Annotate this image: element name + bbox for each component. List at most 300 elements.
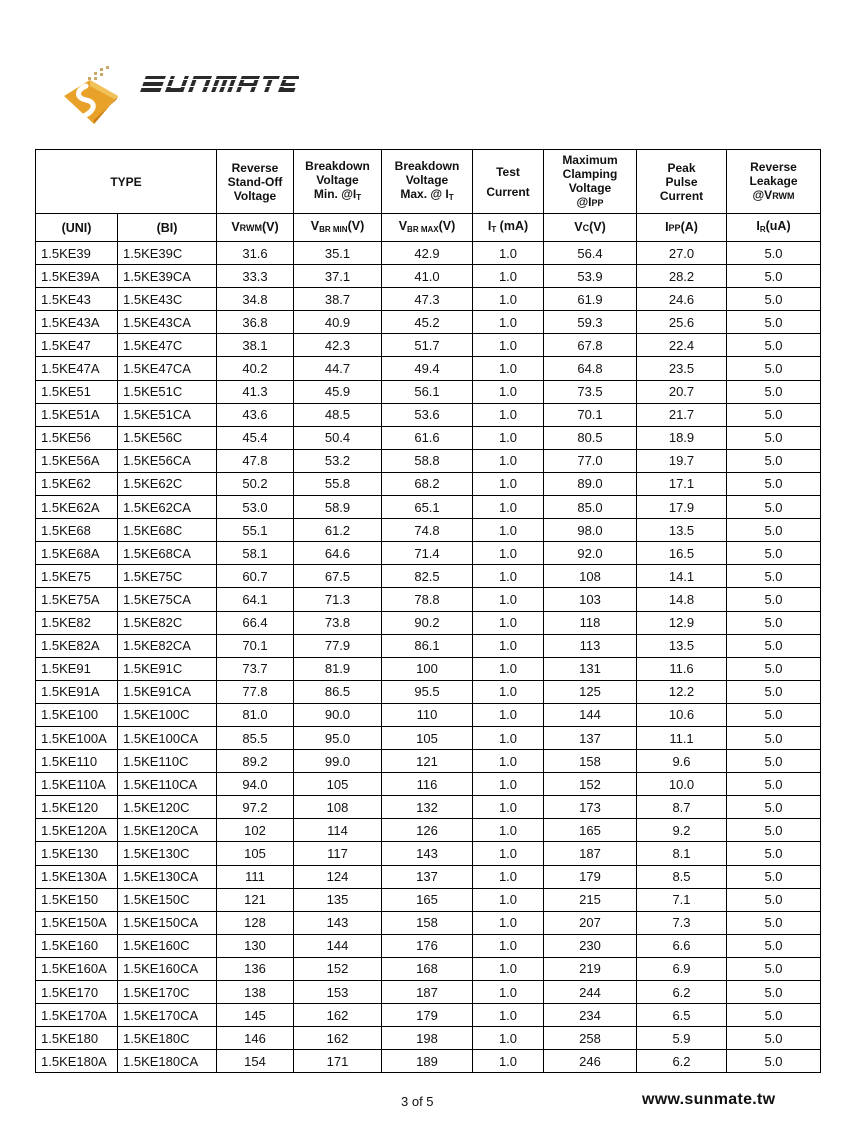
cell-ipp: 7.1 — [637, 888, 727, 911]
cell-vbr-max: 95.5 — [382, 680, 473, 703]
header-test-current — [473, 150, 544, 214]
table-row — [36, 403, 821, 426]
cell-it: 1.0 — [473, 796, 544, 819]
cell-vbr-max: 143 — [382, 842, 473, 865]
cell-ir: 5.0 — [727, 1050, 821, 1073]
cell-vbr-min: 48.5 — [294, 403, 382, 426]
unit-vbrmax — [382, 214, 473, 242]
cell-vbr-min: 99.0 — [294, 750, 382, 773]
cell-ipp: 10.0 — [637, 773, 727, 796]
cell-type-bi: 1.5KE100CA — [118, 726, 217, 749]
unit-it — [473, 214, 544, 242]
cell-type-uni: 1.5KE68 — [36, 519, 118, 542]
cell-vrwm: 53.0 — [217, 496, 294, 519]
cell-ipp: 19.7 — [637, 449, 727, 472]
cell-type-uni: 1.5KE75A — [36, 588, 118, 611]
cell-vc: 77.0 — [544, 449, 637, 472]
cell-ir: 5.0 — [727, 634, 821, 657]
cell-vrwm: 138 — [217, 981, 294, 1004]
cell-ipp: 7.3 — [637, 911, 727, 934]
cell-type-bi: 1.5KE47CA — [118, 357, 217, 380]
cell-type-bi: 1.5KE68CA — [118, 542, 217, 565]
cell-vbr-min: 71.3 — [294, 588, 382, 611]
cell-vbr-max: 49.4 — [382, 357, 473, 380]
cell-vbr-max: 126 — [382, 819, 473, 842]
cell-vbr-max: 68.2 — [382, 472, 473, 495]
cell-type-bi: 1.5KE170CA — [118, 1004, 217, 1027]
cell-vbr-min: 162 — [294, 1004, 382, 1027]
table-row — [36, 426, 821, 449]
header-max-clamping-voltage — [544, 150, 637, 214]
cell-type-bi: 1.5KE160CA — [118, 957, 217, 980]
cell-vc: 108 — [544, 565, 637, 588]
cell-type-bi: 1.5KE62C — [118, 472, 217, 495]
cell-vbr-max: 179 — [382, 1004, 473, 1027]
header-line: Min. @I — [313, 186, 357, 201]
cell-vbr-max: 198 — [382, 1027, 473, 1050]
cell-vc: 165 — [544, 819, 637, 842]
cell-it: 1.0 — [473, 750, 544, 773]
cell-type-bi: 1.5KE150CA — [118, 911, 217, 934]
cell-vbr-max: 105 — [382, 726, 473, 749]
cell-type-bi: 1.5KE68C — [118, 519, 217, 542]
header-subscript: PP — [591, 198, 604, 208]
cell-vbr-max: 132 — [382, 796, 473, 819]
header-line: Clamping — [562, 167, 618, 181]
cell-ir: 5.0 — [727, 726, 821, 749]
cell-it: 1.0 — [473, 957, 544, 980]
cell-type-uni: 1.5KE100 — [36, 703, 118, 726]
unit-ipp — [637, 214, 727, 242]
cell-it: 1.0 — [473, 449, 544, 472]
cell-type-bi: 1.5KE75CA — [118, 588, 217, 611]
cell-vrwm: 111 — [217, 865, 294, 888]
table-row — [36, 380, 821, 403]
cell-vrwm: 66.4 — [217, 611, 294, 634]
cell-type-uni: 1.5KE91A — [36, 680, 118, 703]
cell-type-bi: 1.5KE51CA — [118, 403, 217, 426]
cell-ipp: 9.2 — [637, 819, 727, 842]
cell-type-uni: 1.5KE51 — [36, 380, 118, 403]
cell-vbr-max: 187 — [382, 981, 473, 1004]
cell-type-uni: 1.5KE43 — [36, 288, 118, 311]
cell-it: 1.0 — [473, 726, 544, 749]
unit-label: (UNI) — [61, 220, 92, 235]
cell-vrwm: 89.2 — [217, 750, 294, 773]
cell-type-uni: 1.5KE39A — [36, 265, 118, 288]
cell-vbr-min: 44.7 — [294, 357, 382, 380]
cell-ir: 5.0 — [727, 1027, 821, 1050]
cell-vrwm: 34.8 — [217, 288, 294, 311]
cell-it: 1.0 — [473, 380, 544, 403]
cell-vbr-max: 165 — [382, 888, 473, 911]
header-line: Stand-Off — [227, 174, 283, 189]
cell-ir: 5.0 — [727, 911, 821, 934]
header-line: Current — [659, 188, 704, 203]
cell-vbr-min: 162 — [294, 1027, 382, 1050]
table-row — [36, 357, 821, 380]
cell-ir: 5.0 — [727, 750, 821, 773]
cell-type-bi: 1.5KE47C — [118, 334, 217, 357]
unit-subscript: C — [582, 223, 590, 233]
cell-vrwm: 85.5 — [217, 726, 294, 749]
cell-type-uni: 1.5KE130 — [36, 842, 118, 865]
cell-vc: 92.0 — [544, 542, 637, 565]
table-row — [36, 472, 821, 495]
cell-vbr-max: 137 — [382, 865, 473, 888]
cell-type-uni: 1.5KE180A — [36, 1050, 118, 1073]
cell-ir: 5.0 — [727, 449, 821, 472]
cell-vbr-min: 90.0 — [294, 703, 382, 726]
header-line: Max. @ I — [400, 186, 449, 201]
header-subscript: T — [448, 192, 454, 202]
cell-vbr-min: 61.2 — [294, 519, 382, 542]
cell-vbr-max: 65.1 — [382, 496, 473, 519]
cell-ir: 5.0 — [727, 703, 821, 726]
cell-vrwm: 64.1 — [217, 588, 294, 611]
cell-vc: 61.9 — [544, 288, 637, 311]
cell-ir: 5.0 — [727, 380, 821, 403]
cell-type-bi: 1.5KE91C — [118, 657, 217, 680]
cell-type-bi: 1.5KE110CA — [118, 773, 217, 796]
unit-vc — [544, 214, 637, 242]
cell-it: 1.0 — [473, 634, 544, 657]
cell-vc: 118 — [544, 611, 637, 634]
cell-vbr-max: 121 — [382, 750, 473, 773]
table-row — [36, 565, 821, 588]
cell-vrwm: 73.7 — [217, 657, 294, 680]
cell-ipp: 6.5 — [637, 1004, 727, 1027]
cell-vc: 244 — [544, 981, 637, 1004]
cell-type-bi: 1.5KE75C — [118, 565, 217, 588]
cell-it: 1.0 — [473, 496, 544, 519]
cell-vbr-max: 71.4 — [382, 542, 473, 565]
cell-type-bi: 1.5KE39C — [118, 242, 217, 265]
header-line: @V — [752, 188, 773, 202]
cell-type-uni: 1.5KE110A — [36, 773, 118, 796]
cell-vc: 59.3 — [544, 311, 637, 334]
cell-vc: 246 — [544, 1050, 637, 1073]
cell-vrwm: 47.8 — [217, 449, 294, 472]
cell-vrwm: 128 — [217, 911, 294, 934]
unit-symbol: I — [756, 218, 760, 233]
cell-ir: 5.0 — [727, 357, 821, 380]
cell-vbr-max: 158 — [382, 911, 473, 934]
cell-ir: 5.0 — [727, 288, 821, 311]
cell-it: 1.0 — [473, 934, 544, 957]
table-row — [36, 242, 821, 265]
table-row — [36, 888, 821, 911]
table-row — [36, 957, 821, 980]
cell-ipp: 11.6 — [637, 657, 727, 680]
cell-vbr-max: 116 — [382, 773, 473, 796]
cell-type-uni: 1.5KE130A — [36, 865, 118, 888]
cell-type-bi: 1.5KE150C — [118, 888, 217, 911]
cell-vbr-min: 37.1 — [294, 265, 382, 288]
cell-ipp: 20.7 — [637, 380, 727, 403]
cell-type-uni: 1.5KE91 — [36, 657, 118, 680]
cell-ir: 5.0 — [727, 565, 821, 588]
cell-vrwm: 33.3 — [217, 265, 294, 288]
sunmate-logo — [56, 48, 306, 128]
cell-it: 1.0 — [473, 588, 544, 611]
cell-type-uni: 1.5KE160A — [36, 957, 118, 980]
header-subscript: T — [356, 192, 362, 202]
cell-vbr-min: 58.9 — [294, 496, 382, 519]
sunmate-wordmark — [139, 73, 299, 95]
cell-vrwm: 36.8 — [217, 311, 294, 334]
table-row — [36, 496, 821, 519]
cell-type-bi: 1.5KE130C — [118, 842, 217, 865]
cell-type-uni: 1.5KE110 — [36, 750, 118, 773]
table-row — [36, 519, 821, 542]
cell-vrwm: 97.2 — [217, 796, 294, 819]
sunmate-s-logo-icon — [62, 66, 124, 126]
cell-vc: 207 — [544, 911, 637, 934]
header-line: Reverse — [231, 160, 279, 175]
cell-ipp: 11.1 — [637, 726, 727, 749]
cell-type-uni: 1.5KE56 — [36, 426, 118, 449]
header-peak-pulse-current — [637, 150, 727, 214]
cell-ir: 5.0 — [727, 957, 821, 980]
header-line: @I — [576, 195, 592, 209]
cell-it: 1.0 — [473, 680, 544, 703]
cell-type-bi: 1.5KE180CA — [118, 1050, 217, 1073]
cell-vrwm: 55.1 — [217, 519, 294, 542]
cell-vbr-min: 135 — [294, 888, 382, 911]
header-line: Current — [486, 184, 530, 199]
cell-vbr-min: 67.5 — [294, 565, 382, 588]
cell-ipp: 12.2 — [637, 680, 727, 703]
cell-type-bi: 1.5KE130CA — [118, 865, 217, 888]
unit-subscript: RWM — [239, 223, 262, 233]
cell-ir: 5.0 — [727, 611, 821, 634]
table-row — [36, 1050, 821, 1073]
website-url: www.sunmate.tw — [642, 1091, 776, 1108]
cell-vbr-min: 124 — [294, 865, 382, 888]
cell-ipp: 8.7 — [637, 796, 727, 819]
cell-vc: 103 — [544, 588, 637, 611]
unit-label: (V) — [438, 218, 456, 233]
cell-type-uni: 1.5KE62 — [36, 472, 118, 495]
unit-symbol: V — [231, 220, 240, 234]
cell-vbr-min: 171 — [294, 1050, 382, 1073]
header-reverse-leakage — [727, 150, 821, 214]
cell-it: 1.0 — [473, 819, 544, 842]
cell-type-uni: 1.5KE170A — [36, 1004, 118, 1027]
cell-type-uni: 1.5KE160 — [36, 934, 118, 957]
cell-type-bi: 1.5KE120CA — [118, 819, 217, 842]
cell-vbr-max: 168 — [382, 957, 473, 980]
table-row — [36, 703, 821, 726]
cell-type-bi: 1.5KE56C — [118, 426, 217, 449]
header-line: Maximum — [562, 153, 618, 167]
table-row — [36, 680, 821, 703]
cell-it: 1.0 — [473, 403, 544, 426]
header-breakdown-voltage-max — [382, 150, 473, 214]
header-line: Voltage — [568, 181, 612, 195]
cell-vc: 85.0 — [544, 496, 637, 519]
cell-vc: 53.9 — [544, 265, 637, 288]
cell-vrwm: 94.0 — [217, 773, 294, 796]
cell-vbr-max: 78.8 — [382, 588, 473, 611]
unit-symbol: V — [574, 220, 583, 234]
cell-vc: 80.5 — [544, 426, 637, 449]
cell-vrwm: 40.2 — [217, 357, 294, 380]
cell-ir: 5.0 — [727, 888, 821, 911]
cell-it: 1.0 — [473, 265, 544, 288]
unit-vrwm — [217, 214, 294, 242]
cell-type-uni: 1.5KE150A — [36, 911, 118, 934]
cell-ir: 5.0 — [727, 542, 821, 565]
table-row — [36, 542, 821, 565]
cell-it: 1.0 — [473, 657, 544, 680]
cell-ir: 5.0 — [727, 334, 821, 357]
unit-symbol: V — [398, 218, 408, 233]
cell-vbr-min: 50.4 — [294, 426, 382, 449]
cell-vbr-min: 108 — [294, 796, 382, 819]
cell-type-uni: 1.5KE47 — [36, 334, 118, 357]
cell-type-uni: 1.5KE62A — [36, 496, 118, 519]
cell-vrwm: 70.1 — [217, 634, 294, 657]
cell-ir: 5.0 — [727, 519, 821, 542]
cell-vc: 70.1 — [544, 403, 637, 426]
cell-vc: 125 — [544, 680, 637, 703]
unit-bi — [118, 214, 217, 242]
cell-type-bi: 1.5KE170C — [118, 981, 217, 1004]
cell-vbr-min: 105 — [294, 773, 382, 796]
cell-it: 1.0 — [473, 242, 544, 265]
header-line: Peak — [667, 160, 696, 175]
cell-vrwm: 105 — [217, 842, 294, 865]
cell-vc: 258 — [544, 1027, 637, 1050]
cell-ir: 5.0 — [727, 842, 821, 865]
cell-ir: 5.0 — [727, 1004, 821, 1027]
cell-vbr-max: 110 — [382, 703, 473, 726]
header-line: Breakdown — [394, 158, 460, 173]
cell-ipp: 12.9 — [637, 611, 727, 634]
cell-type-bi: 1.5KE62CA — [118, 496, 217, 519]
table-row — [36, 726, 821, 749]
cell-it: 1.0 — [473, 357, 544, 380]
cell-it: 1.0 — [473, 865, 544, 888]
cell-type-bi: 1.5KE120C — [118, 796, 217, 819]
header-row-titles — [36, 150, 821, 214]
cell-ipp: 24.6 — [637, 288, 727, 311]
cell-vbr-max: 51.7 — [382, 334, 473, 357]
table-row — [36, 1027, 821, 1050]
cell-vbr-min: 81.9 — [294, 657, 382, 680]
cell-type-uni: 1.5KE47A — [36, 357, 118, 380]
cell-it: 1.0 — [473, 842, 544, 865]
cell-type-bi: 1.5KE110C — [118, 750, 217, 773]
cell-vc: 187 — [544, 842, 637, 865]
cell-ir: 5.0 — [727, 242, 821, 265]
cell-ipp: 22.4 — [637, 334, 727, 357]
cell-vrwm: 31.6 — [217, 242, 294, 265]
cell-vrwm: 136 — [217, 957, 294, 980]
cell-type-uni: 1.5KE68A — [36, 542, 118, 565]
table-row — [36, 773, 821, 796]
cell-vc: 137 — [544, 726, 637, 749]
cell-vc: 56.4 — [544, 242, 637, 265]
cell-vc: 131 — [544, 657, 637, 680]
unit-symbol: V — [310, 218, 320, 233]
table-row — [36, 265, 821, 288]
cell-it: 1.0 — [473, 773, 544, 796]
unit-subscript: BR MIN — [319, 224, 348, 234]
cell-ipp: 27.0 — [637, 242, 727, 265]
unit-vbrmin — [294, 214, 382, 242]
cell-type-bi: 1.5KE160C — [118, 934, 217, 957]
cell-vbr-max: 42.9 — [382, 242, 473, 265]
cell-type-uni: 1.5KE100A — [36, 726, 118, 749]
cell-vrwm: 102 — [217, 819, 294, 842]
unit-label: (V) — [589, 220, 606, 234]
cell-ir: 5.0 — [727, 426, 821, 449]
cell-ir: 5.0 — [727, 865, 821, 888]
cell-ir: 5.0 — [727, 403, 821, 426]
cell-vbr-min: 73.8 — [294, 611, 382, 634]
cell-ipp: 18.9 — [637, 426, 727, 449]
cell-vrwm: 58.1 — [217, 542, 294, 565]
cell-type-bi: 1.5KE180C — [118, 1027, 217, 1050]
cell-ir: 5.0 — [727, 981, 821, 1004]
cell-it: 1.0 — [473, 1027, 544, 1050]
cell-ipp: 5.9 — [637, 1027, 727, 1050]
cell-type-uni: 1.5KE150 — [36, 888, 118, 911]
unit-symbol: I — [665, 220, 669, 234]
table-row — [36, 865, 821, 888]
table-row — [36, 981, 821, 1004]
cell-ir: 5.0 — [727, 796, 821, 819]
cell-vc: 113 — [544, 634, 637, 657]
table-row — [36, 334, 821, 357]
cell-vbr-max: 58.8 — [382, 449, 473, 472]
cell-vrwm: 41.3 — [217, 380, 294, 403]
cell-ipp: 25.6 — [637, 311, 727, 334]
cell-vbr-min: 95.0 — [294, 726, 382, 749]
cell-vrwm: 38.1 — [217, 334, 294, 357]
cell-vrwm: 130 — [217, 934, 294, 957]
cell-type-uni: 1.5KE120 — [36, 796, 118, 819]
cell-vc: 64.8 — [544, 357, 637, 380]
cell-vc: 67.8 — [544, 334, 637, 357]
cell-vc: 234 — [544, 1004, 637, 1027]
cell-vrwm: 81.0 — [217, 703, 294, 726]
cell-ipp: 8.1 — [637, 842, 727, 865]
cell-vbr-min: 114 — [294, 819, 382, 842]
cell-vc: 230 — [544, 934, 637, 957]
cell-vrwm: 145 — [217, 1004, 294, 1027]
cell-vbr-min: 152 — [294, 957, 382, 980]
unit-subscript: BR MAX — [407, 224, 439, 234]
cell-vc: 73.5 — [544, 380, 637, 403]
cell-type-bi: 1.5KE100C — [118, 703, 217, 726]
cell-vc: 158 — [544, 750, 637, 773]
cell-vbr-min: 55.8 — [294, 472, 382, 495]
cell-vbr-min: 53.2 — [294, 449, 382, 472]
cell-ipp: 10.6 — [637, 703, 727, 726]
cell-it: 1.0 — [473, 1050, 544, 1073]
cell-vc: 179 — [544, 865, 637, 888]
cell-ipp: 17.9 — [637, 496, 727, 519]
cell-ipp: 14.1 — [637, 565, 727, 588]
cell-vrwm: 146 — [217, 1027, 294, 1050]
cell-ipp: 6.2 — [637, 1050, 727, 1073]
cell-vc: 215 — [544, 888, 637, 911]
header-line: Pulse — [665, 174, 698, 189]
